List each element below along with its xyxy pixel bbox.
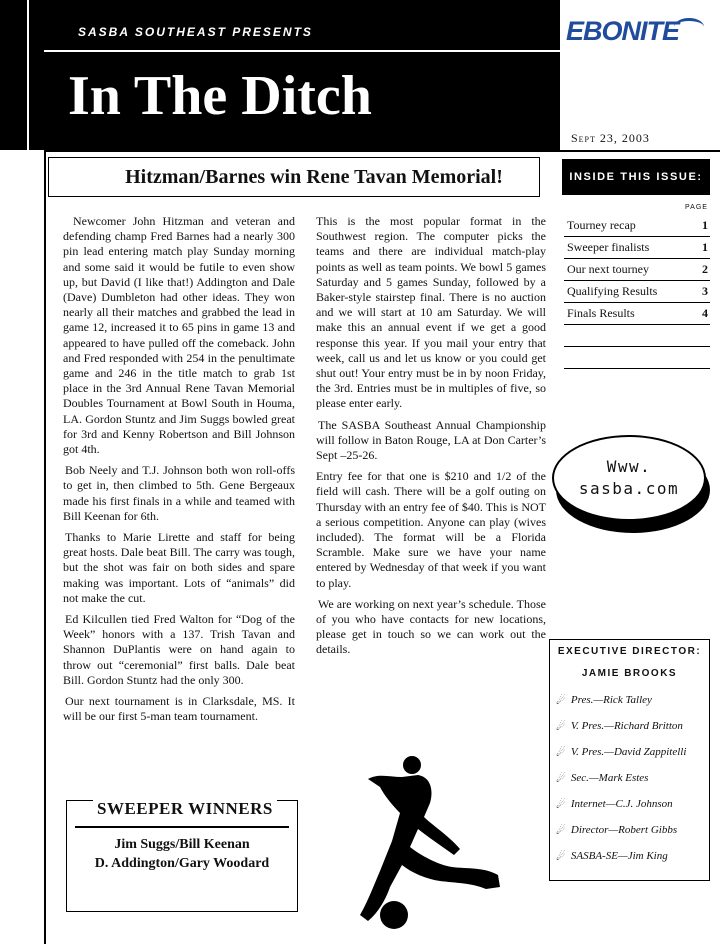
officer-label: V. Pres.—Richard Britton xyxy=(570,720,683,732)
bowling-ball-icon: ☄ xyxy=(556,720,566,733)
newsletter-title: In The Ditch xyxy=(68,65,372,127)
sweeper-winner: D. Addington/Gary Woodard xyxy=(94,856,270,871)
sweeper-winner: Jim Suggs/Bill Keenan xyxy=(114,837,250,852)
officer-label: Sec.—Mark Estes xyxy=(570,772,649,784)
executive-sidebar xyxy=(549,639,710,881)
toc-item-label: Our next tourney xyxy=(567,262,649,276)
website-line-2: sasba.com xyxy=(578,479,680,498)
article-paragraph: Thanks to Marie Lirette and staff for being great hosts. Dale beat Bill. The carry was tough, but the shot was fair on both sides and spare making was important. Lots of “animals” did not make the cut. xyxy=(63,530,295,605)
masthead-band-rule xyxy=(44,50,560,52)
officer-item xyxy=(550,791,709,817)
officer-item xyxy=(550,713,709,739)
toc-item-page: 4 xyxy=(702,306,708,320)
article-column-2 xyxy=(316,214,546,664)
article-paragraph: Ed Kilcullen tied Fred Walton for “Dog of the Week” honors with a 137. Trish Tavan and Shannon DuPlantis were on hand again to throw out “ceremonial” first balls. Dale beat Bill. Gordon Stuntz had the only 300. xyxy=(63,612,295,687)
toc-item-page: 3 xyxy=(702,284,708,298)
ebonite-logo xyxy=(566,16,716,56)
website-badge-face xyxy=(552,435,706,521)
toc-item-page: 2 xyxy=(702,262,708,276)
toc-item-label: Sweeper finalists xyxy=(567,240,650,254)
toc-item[interactable] xyxy=(564,259,710,281)
logo-text: EBONITE xyxy=(566,16,680,46)
sweeper-title: SWEEPER WINNERS xyxy=(93,799,277,819)
executive-director-name: JAMIE BROOKS xyxy=(581,668,678,679)
sweeper-winner-list xyxy=(67,835,297,873)
sweeper-title-rule xyxy=(75,826,289,828)
toc-item[interactable] xyxy=(564,237,710,259)
toc-blank-row xyxy=(564,347,710,369)
officer-item xyxy=(550,765,709,791)
officer-item xyxy=(550,817,709,843)
presents-line: SASBA SOUTHEAST PRESENTS xyxy=(78,25,313,39)
bowling-ball-icon: ☄ xyxy=(556,746,566,759)
website-badge[interactable] xyxy=(552,435,712,535)
officer-label: Director—Robert Gibbs xyxy=(570,824,678,836)
headline-box xyxy=(48,157,540,197)
toc-item-label: Qualifying Results xyxy=(567,284,658,298)
bowling-ball-icon: ☄ xyxy=(556,694,566,707)
toc-item[interactable] xyxy=(564,303,710,325)
article-paragraph: Bob Neely and T.J. Johnson both won roll-offs to get in, then climbed to 5th. Gene Bergeaux made his first finals in a while and teamed with Bill Keenan for 6th. xyxy=(63,463,295,523)
article-paragraph: We are working on next year’s schedule. Those of you who have contacts for new locations, please get in touch so we can work out the details. xyxy=(316,596,546,657)
toc-item-page: 1 xyxy=(702,240,708,254)
issue-date: Sept 23, 2003 xyxy=(571,131,650,145)
bowling-ball-icon: ☄ xyxy=(556,772,566,785)
toc-item[interactable] xyxy=(564,215,710,237)
inside-issue-header: INSIDE THIS ISSUE: xyxy=(562,159,710,195)
bowler-silhouette-icon xyxy=(360,755,505,935)
article-paragraph: Entry fee for that one is $210 and 1/2 of the field will cash. There will be a golf outing on Thursday with an entry fee of $40. This is NOT a serious competition. Anyone can play (wives included). The format will be a Florida Scramble. Make sure we have your name entered by Wednesday of that week if you want to play. xyxy=(316,469,546,590)
officer-label: SASBA-SE—Jim King xyxy=(570,850,668,862)
toc-blank-row xyxy=(564,325,710,347)
officer-item xyxy=(550,687,709,713)
article-paragraph: This is the most popular format in the Southwest region. The computer picks the teams and there are individual match-play points as well as team points. We bowl 5 games Saturday and 5 games Sunday, followed by a Baker-style stairstep final. There is no auction and we will start at 10 am Saturday. We will make this an annual event if we get a good response this year. If you mail your entry that week, call us and let us know or you could get shut out! Your entry must be in by noon Friday, the 3rd. Entries must be in multiples of five, so please enter early. xyxy=(316,214,546,411)
article-paragraph: The SASBA Southeast Annual Championship will follow in Baton Rouge, LA at Don Carter’s Sept –25-26. xyxy=(316,417,546,463)
toc-item[interactable] xyxy=(564,281,710,303)
officer-label: Internet—C.J. Johnson xyxy=(570,798,673,810)
website-line-1: Www. xyxy=(606,457,652,476)
officer-item xyxy=(550,843,709,869)
toc-item-label: Finals Results xyxy=(567,306,635,320)
toc-item-label: Tourney recap xyxy=(567,218,636,232)
bowling-ball-icon: ☄ xyxy=(556,824,566,837)
masthead-inner-rule xyxy=(27,0,29,150)
logo-swoosh-icon xyxy=(674,18,704,36)
masthead-bottom-rule xyxy=(44,150,720,152)
bowling-ball-icon: ☄ xyxy=(556,798,566,811)
headline: Hitzman/Barnes win Rene Tavan Memorial! xyxy=(125,165,503,188)
sweeper-winners-box xyxy=(66,800,298,912)
article-paragraph: Newcomer John Hitzman and veteran and defending champ Fred Barnes had a nearly 300 pin lead entering match play Sunday morning and some said it would be futile to even show up, but David (I like that!) Addington and Dale (Dave) Dumbleton had other ideas. They won nearly all their matches and grabbed the lead in game 12, increased it to 65 pins in game 13 and appeared to have pulled off the comeback. John and Fred responded with 254 in the penultimate game and 246 in the title match to grab 1st place in the 3rd Annual Rene Tavan Memorial Doubles Tournament at Bowl South in Houma, LA. Gordon Stuntz and Jim Suggs bowled great for 3rd and Kenny Robertson and Bill Johnson got 4th. xyxy=(63,214,295,457)
toc-page-label: PAGE xyxy=(685,204,708,211)
officer-item xyxy=(550,739,709,765)
article-paragraph: Our next tournament is in Clarksdale, MS. It will be our first 5-man team tournament. xyxy=(63,694,295,724)
officer-label: Pres.—Rick Talley xyxy=(570,694,652,706)
bowling-ball-icon: ☄ xyxy=(556,850,566,863)
article-column-1 xyxy=(63,214,295,731)
executive-title: EXECUTIVE DIRECTOR: xyxy=(557,646,702,657)
table-of-contents xyxy=(564,215,710,369)
officer-label: V. Pres.—David Zappitelli xyxy=(570,746,687,758)
toc-item-page: 1 xyxy=(702,218,708,232)
